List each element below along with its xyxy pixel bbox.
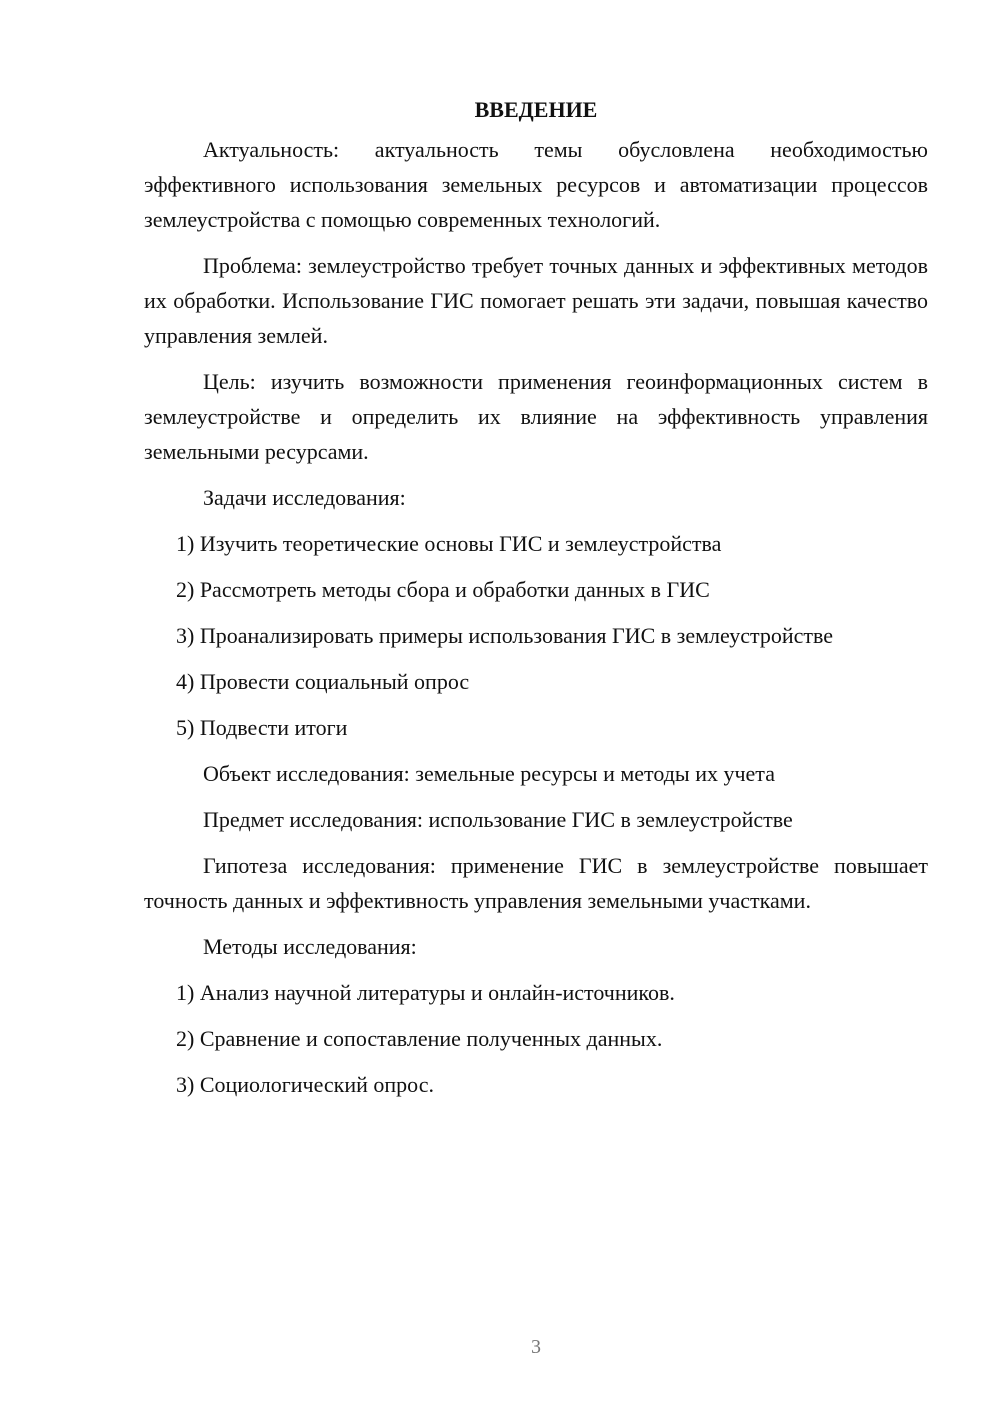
task-item: 4) Провести социальный опрос: [176, 669, 470, 694]
hypothesis-paragraph: Гипотеза исследования: применение ГИС в землеустройстве повышает точность данных и эффективность управления земельными участками.: [144, 853, 928, 913]
goal-paragraph: Цель: изучить возможности применения геоинформационных систем в землеустройстве и определить их влияние на эффективность управления земельными ресурсами.: [144, 369, 928, 464]
task-item: 2) Рассмотреть методы сбора и обработки данных в ГИС: [176, 577, 710, 602]
method-item: 1) Анализ научной литературы и онлайн-источников.: [176, 980, 675, 1005]
subject-paragraph: Предмет исследования: использование ГИС в землеустройстве: [203, 807, 793, 832]
tasks-title: Задачи исследования:: [203, 485, 406, 510]
object-paragraph: Объект исследования: земельные ресурсы и методы их учета: [203, 761, 775, 786]
method-item: 3) Социологический опрос.: [176, 1072, 434, 1097]
problem-paragraph: Проблема: землеустройство требует точных данных и эффективных методов их обработки. Использование ГИС помогает решать эти задачи, повышая качество управления землей.: [144, 253, 928, 348]
task-item: 1) Изучить теоретические основы ГИС и землеустройства: [176, 531, 722, 556]
page-content: [144, 92, 928, 1113]
methods-list: [144, 975, 928, 1102]
section-heading: ВВЕДЕНИЕ: [474, 97, 598, 122]
method-item: 2) Сравнение и сопоставление полученных данных.: [176, 1026, 663, 1051]
task-item: 3) Проанализировать примеры использования ГИС в землеустройстве: [176, 623, 834, 648]
tasks-list: [144, 526, 928, 745]
task-item: 5) Подвести итоги: [176, 715, 348, 740]
relevance-paragraph: Актуальность: актуальность темы обусловлена необходимостью эффективного использования земельных ресурсов и автоматизации процессов землеустройства с помощью современных технологий.: [144, 137, 928, 232]
page-number: 3: [531, 1336, 541, 1358]
methods-title: Методы исследования:: [203, 934, 417, 959]
